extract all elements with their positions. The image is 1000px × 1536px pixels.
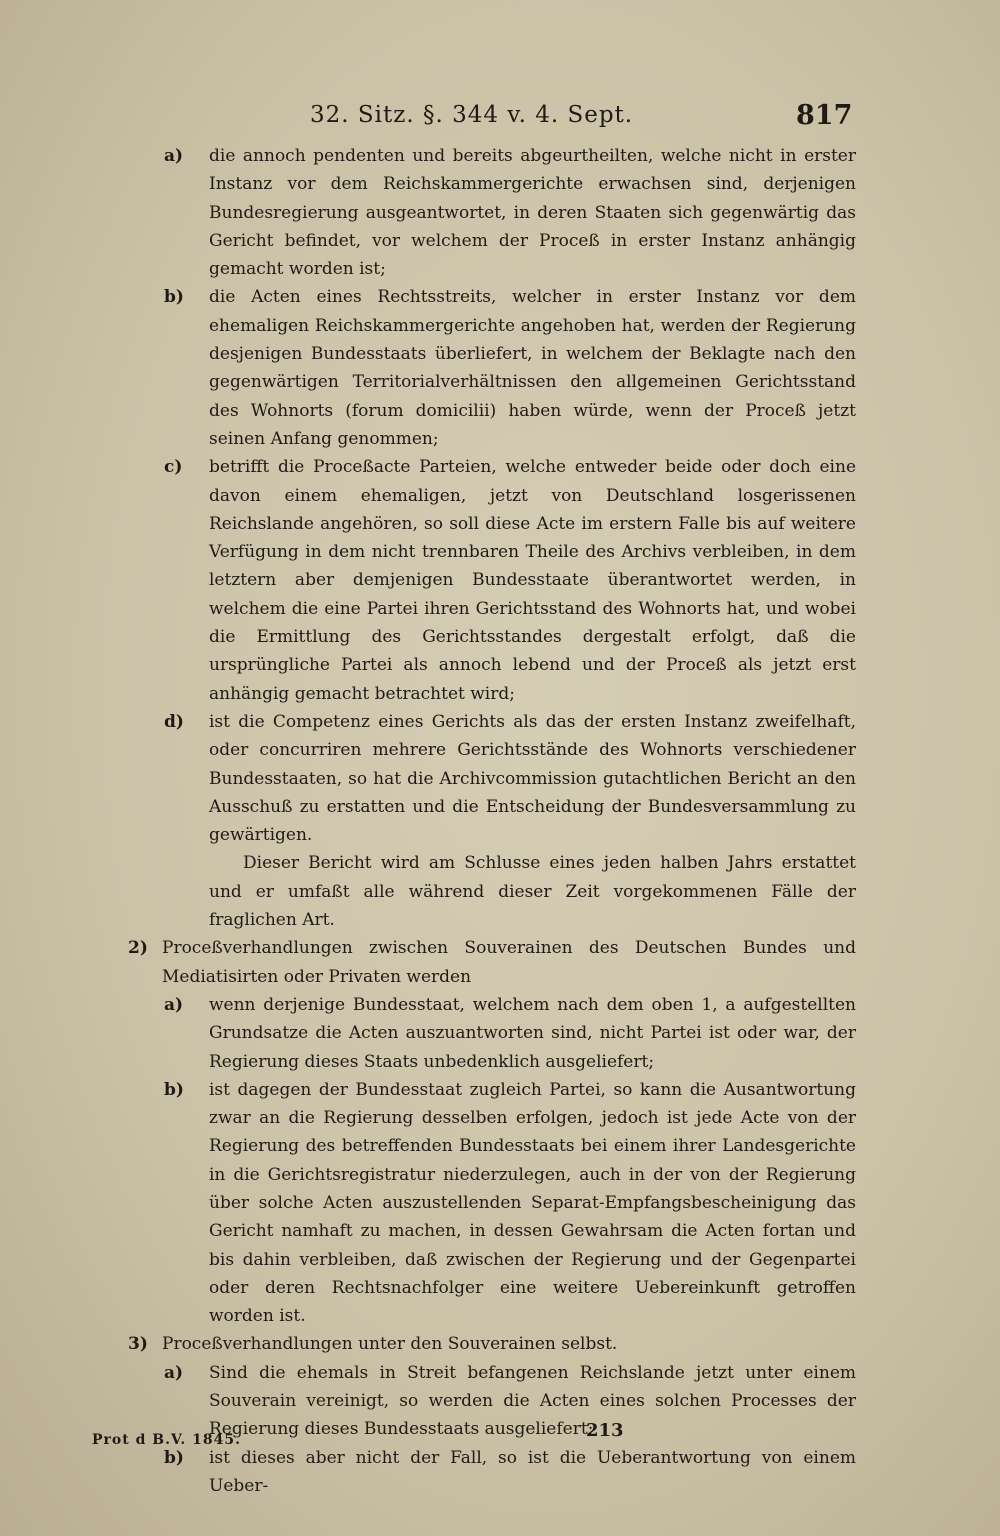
list-item bbox=[164, 453, 856, 708]
item-text: wenn derjenige Bundesstaat, welchem nach dem oben 1, a aufgestellten Grundsatze die Acten auszuantworten sind, nicht Partei ist oder war, der Regierung dieses Staats unbedenklich ausgeliefert; bbox=[209, 994, 856, 1072]
item-text: ist die Competenz eines Gerichts als das der ersten Instanz zweifelhaft, oder concurriren mehrere Gerichtsstände des Wohnorts verschiedener Bundesstaaten, so hat die Archivcommission gutachtlichen Bericht an den Ausschuß zu erstatten und die Entscheidung der Bundesversammlung zu gewärtigen. bbox=[209, 711, 856, 846]
sheet-number: 213 bbox=[586, 1420, 624, 1441]
item-label: a) bbox=[164, 994, 184, 1015]
page-header bbox=[0, 100, 1000, 136]
paragraph-report: Dieser Bericht wird am Schlusse eines jeden halben Jahrs erstattet und er umfaßt alle während dieser Zeit vorgekommenen Fälle der fraglichen Art. bbox=[209, 853, 856, 931]
list-item bbox=[164, 1444, 856, 1501]
section-3 bbox=[128, 1330, 856, 1358]
page-number: 817 bbox=[796, 100, 853, 131]
section-label: 3) bbox=[128, 1334, 148, 1355]
item-text: die Acten eines Rechtsstreits, welcher in erster Instanz vor dem ehemaligen Reichskammergerichte angehoben hat, werden der Regierung desjenigen Bundesstaats überliefert, in welchem der Beklagte nach den gegenwärtigen Territorialverhältnissen den allgemeinen Gerichtsstand des Wohnorts (forum domicilii) haben würde, wenn der Proceß jetzt seinen Anfang genommen; bbox=[209, 287, 856, 449]
item-label: b) bbox=[164, 1447, 184, 1468]
item-text: Sind die ehemals in Streit befangenen Reichslande jetzt unter einem Souverain vereinigt, so werden die Acten eines solchen Processes der Regierung dieses Bundesstaats ausgeliefert; bbox=[209, 1362, 856, 1440]
section-text: Proceßverhandlungen zwischen Souverainen des Deutschen Bundes und Mediatisirten oder Privaten werden bbox=[162, 938, 856, 987]
section-2 bbox=[128, 934, 856, 991]
item-text: betrifft die Proceßacte Parteien, welche entweder beide oder doch eine davon einem ehemaligen, jetzt von Deutschland losgerissenen Reichslande angehören, so soll diese Acte im erstern Falle bis auf weitere Verfügung in dem nicht trennbaren Theile des Archivs verbleiben, in dem letztern aber demjenigen Bundesstaate überantwortet werden, in welchem die eine Partei ihren Gerichtsstand des Wohnorts hat, und wobei die Ermittlung des Gerichtsstandes dergestalt erfolgt, daß die ursprüngliche Partei als annoch lebend und der Proceß als jetzt erst anhängig gemacht betrachtet wird; bbox=[209, 457, 856, 704]
item-label: b) bbox=[164, 287, 184, 308]
page-footer bbox=[0, 1420, 1000, 1450]
list-item bbox=[164, 142, 856, 283]
item-label: c) bbox=[164, 457, 183, 478]
list-item bbox=[164, 283, 856, 453]
list-item bbox=[164, 991, 856, 1076]
item-text: die annoch pendenten und bereits abgeurtheilten, welche nicht in erster Instanz vor dem Reichskammergerichte erwachsen sind, derjenigen Bundesregierung ausgeantwortet, in deren Staaten sich gegenwärtig das Gericht befindet, vor welchem der Proceß in erster Instanz anhängig gemacht worden ist; bbox=[209, 146, 856, 280]
item-label: b) bbox=[164, 1079, 184, 1100]
section-label: 2) bbox=[128, 938, 148, 959]
item-text: ist dieses aber nicht der Fall, so ist die Ueberantwortung von einem Ueber- bbox=[209, 1447, 856, 1496]
printer-signature: Prot d B.V. 1845. bbox=[92, 1432, 241, 1448]
item-label: d) bbox=[164, 711, 184, 732]
list-item bbox=[164, 1076, 856, 1331]
item-text: ist dagegen der Bundesstaat zugleich Partei, so kann die Ausantwortung zwar an die Regierung desselben erfolgen, jedoch ist jede Acte von der Regierung des betreffenden Bundesstaats bei einem ihrer Landesgerichte in die Gerichtsregistratur niederzulegen, auch in der von der Regierung über solche Acten auszustellenden Separat-Empfangsbescheinigung das Gericht namhaft zu machen, in dessen Gewahrsam die Acten fortan und bis dahin verbleiben, daß zwischen der Regierung und der Gegenpartei oder deren Rechtsnachfolger eine weitere Uebereinkunft getroffen worden ist. bbox=[209, 1079, 856, 1327]
running-head: 32. Sitz. §. 344 v. 4. Sept. bbox=[310, 102, 634, 128]
item-label: a) bbox=[164, 146, 184, 166]
section-text: Proceßverhandlungen unter den Souverainen selbst. bbox=[162, 1334, 618, 1355]
list-item bbox=[164, 708, 856, 849]
body-text bbox=[128, 142, 856, 1500]
item-label: a) bbox=[164, 1362, 184, 1383]
